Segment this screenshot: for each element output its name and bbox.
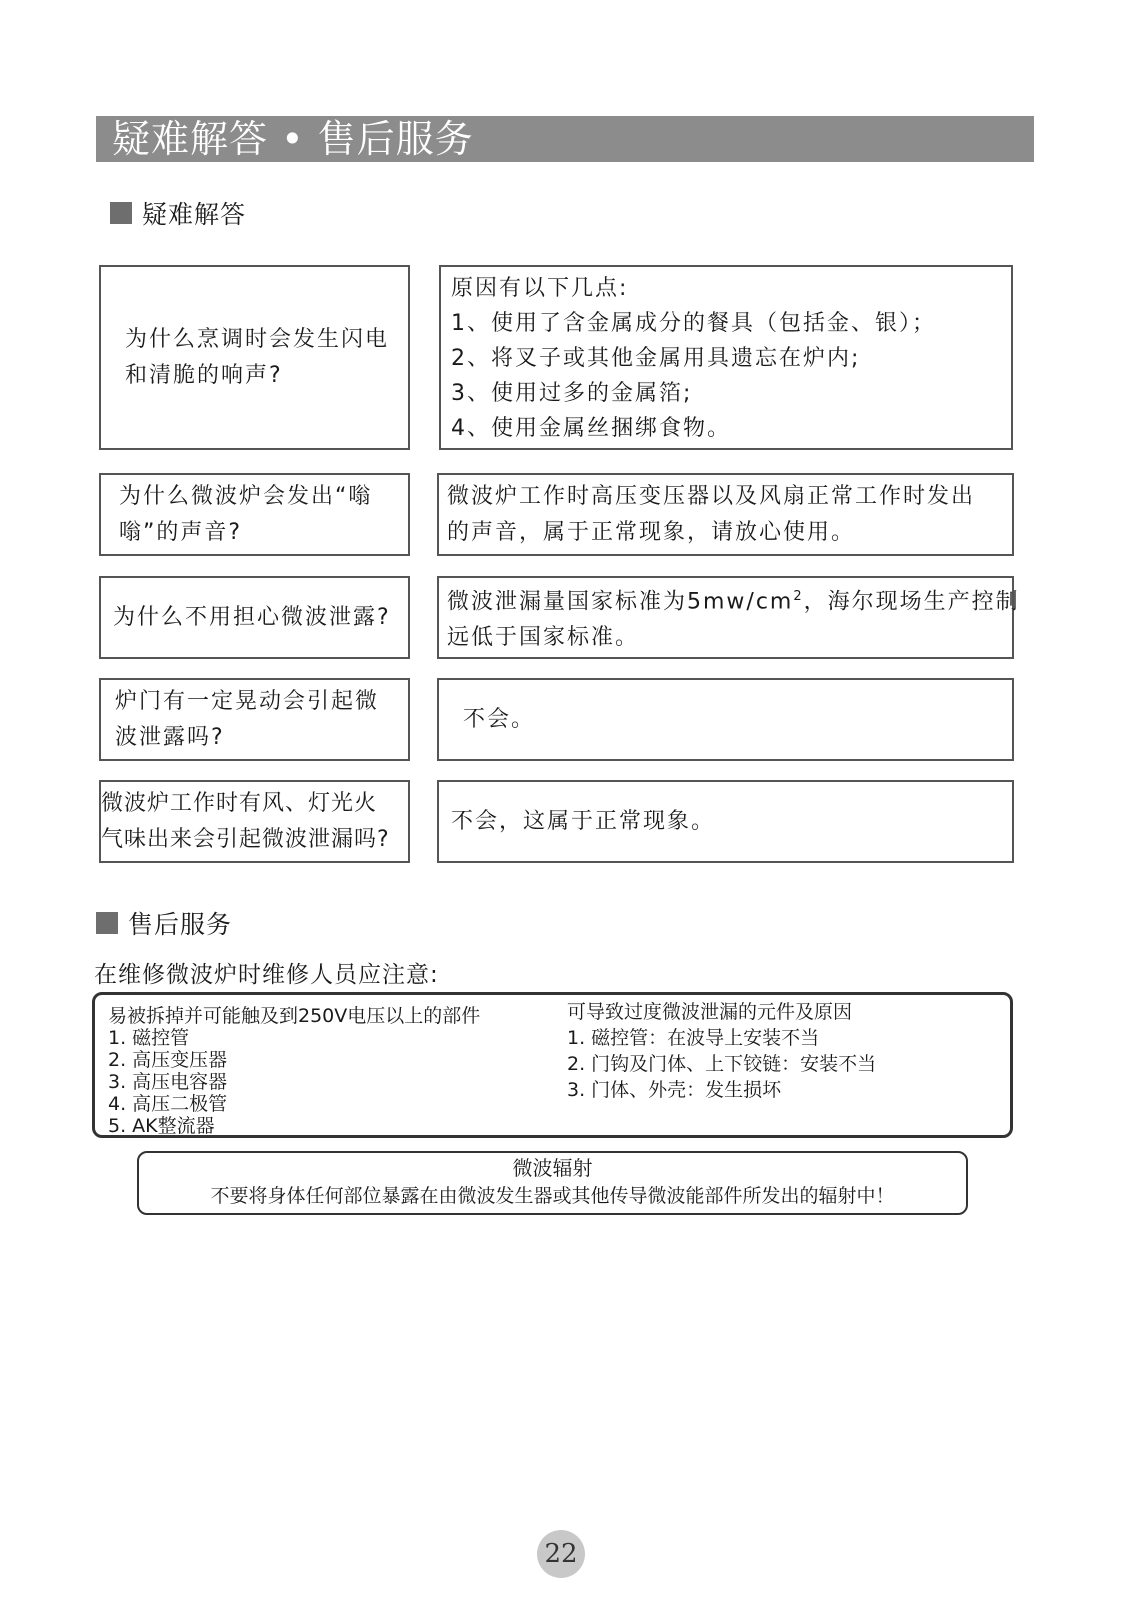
answer-line: 不会。 xyxy=(463,706,536,732)
answer-line xyxy=(447,579,1020,620)
list-title: 可导致过度微波泄漏的元件及原因 xyxy=(567,1001,853,1023)
question-line: 为什么烹调时会发生闪电 xyxy=(125,326,390,352)
answer-text: ，海尔现场生产控制 xyxy=(803,589,1020,615)
repair-notice: 在维修微波炉时维修人员应注意: xyxy=(94,962,439,988)
answer-line: 3、使用过多的金属箔; xyxy=(451,381,693,406)
answer-line: 4、使用金属丝捆绑食物。 xyxy=(451,416,731,441)
service-section-heading xyxy=(96,905,232,941)
question-line: 炉门有一定晃动会引起微 xyxy=(115,688,380,714)
list-item: 3. 门体、外壳：发生损坏 xyxy=(567,1079,782,1101)
answer-line: 的声音，属于正常现象，请放心使用。 xyxy=(447,519,856,545)
answer-line: 2、将叉子或其他金属用具遗忘在炉内; xyxy=(451,346,861,371)
list-item: 5. AK整流器 xyxy=(108,1115,215,1137)
list-item: 3. 高压电容器 xyxy=(108,1071,228,1093)
question-line: 为什么微波炉会发出“嗡 xyxy=(119,483,373,509)
page-number: 22 xyxy=(537,1530,585,1578)
faq-answer-5 xyxy=(437,780,1014,863)
question-line: 气味出来会引起微波泄漏吗? xyxy=(101,826,390,852)
list-item: 2. 门钩及门体、上下铰链：安装不当 xyxy=(567,1053,877,1075)
superscript: 2 xyxy=(793,588,804,604)
faq-answer-2 xyxy=(437,473,1014,556)
faq-section-heading xyxy=(110,195,246,231)
answer-line: 1、使用了含金属成分的餐具（包括金、银）； xyxy=(451,311,936,336)
service-heading-text: 售后服务 xyxy=(128,910,233,939)
list-item: 2. 高压变压器 xyxy=(108,1049,228,1071)
square-bullet-icon xyxy=(96,912,118,934)
square-bullet-icon xyxy=(110,202,132,224)
answer-text: 微波泄漏量国家标准为5mw/cm xyxy=(447,589,794,615)
faq-heading-text: 疑难解答 xyxy=(142,200,247,229)
high-voltage-parts-list xyxy=(108,1005,480,1137)
faq-question-3 xyxy=(99,576,410,659)
warning-text: 不要将身体任何部位暴露在由微波发生器或其他传导微波能部件所发出的辐射中！ xyxy=(210,1185,895,1207)
faq-question-1 xyxy=(99,265,410,450)
answer-line: 不会，这属于正常现象。 xyxy=(451,808,716,834)
question-line: 波泄露吗? xyxy=(115,724,225,750)
faq-answer-4 xyxy=(437,678,1014,761)
question-line: 为什么不用担心微波泄露? xyxy=(113,604,391,630)
leakage-parts-list xyxy=(567,999,876,1103)
answer-line: 微波炉工作时高压变压器以及风扇正常工作时发出 xyxy=(447,483,976,509)
list-item: 1. 磁控管 xyxy=(108,1027,190,1049)
faq-question-2 xyxy=(99,473,410,556)
list-item: 1. 磁控管：在波导上安装不当 xyxy=(567,1027,820,1049)
radiation-warning-box xyxy=(137,1151,968,1215)
question-line: 微波炉工作时有风、灯光火 xyxy=(101,790,378,816)
page-title-banner: 疑难解答 • 售后服务 xyxy=(96,116,1034,162)
list-title: 易被拆掉并可能触及到250V电压以上的部件 xyxy=(108,1005,481,1027)
warning-title: 微波辐射 xyxy=(512,1156,593,1180)
faq-question-4 xyxy=(99,678,410,761)
repair-parts-box xyxy=(92,992,1013,1138)
faq-answer-3 xyxy=(437,576,1020,659)
faq-question-5 xyxy=(99,780,410,863)
question-line: 和清脆的响声? xyxy=(125,362,283,388)
answer-line: 原因有以下几点: xyxy=(451,276,629,301)
list-item: 4. 高压二极管 xyxy=(108,1093,228,1115)
answer-line: 远低于国家标准。 xyxy=(447,625,640,651)
faq-answer-1 xyxy=(439,265,1013,450)
question-line: 嗡”的声音? xyxy=(119,519,243,545)
